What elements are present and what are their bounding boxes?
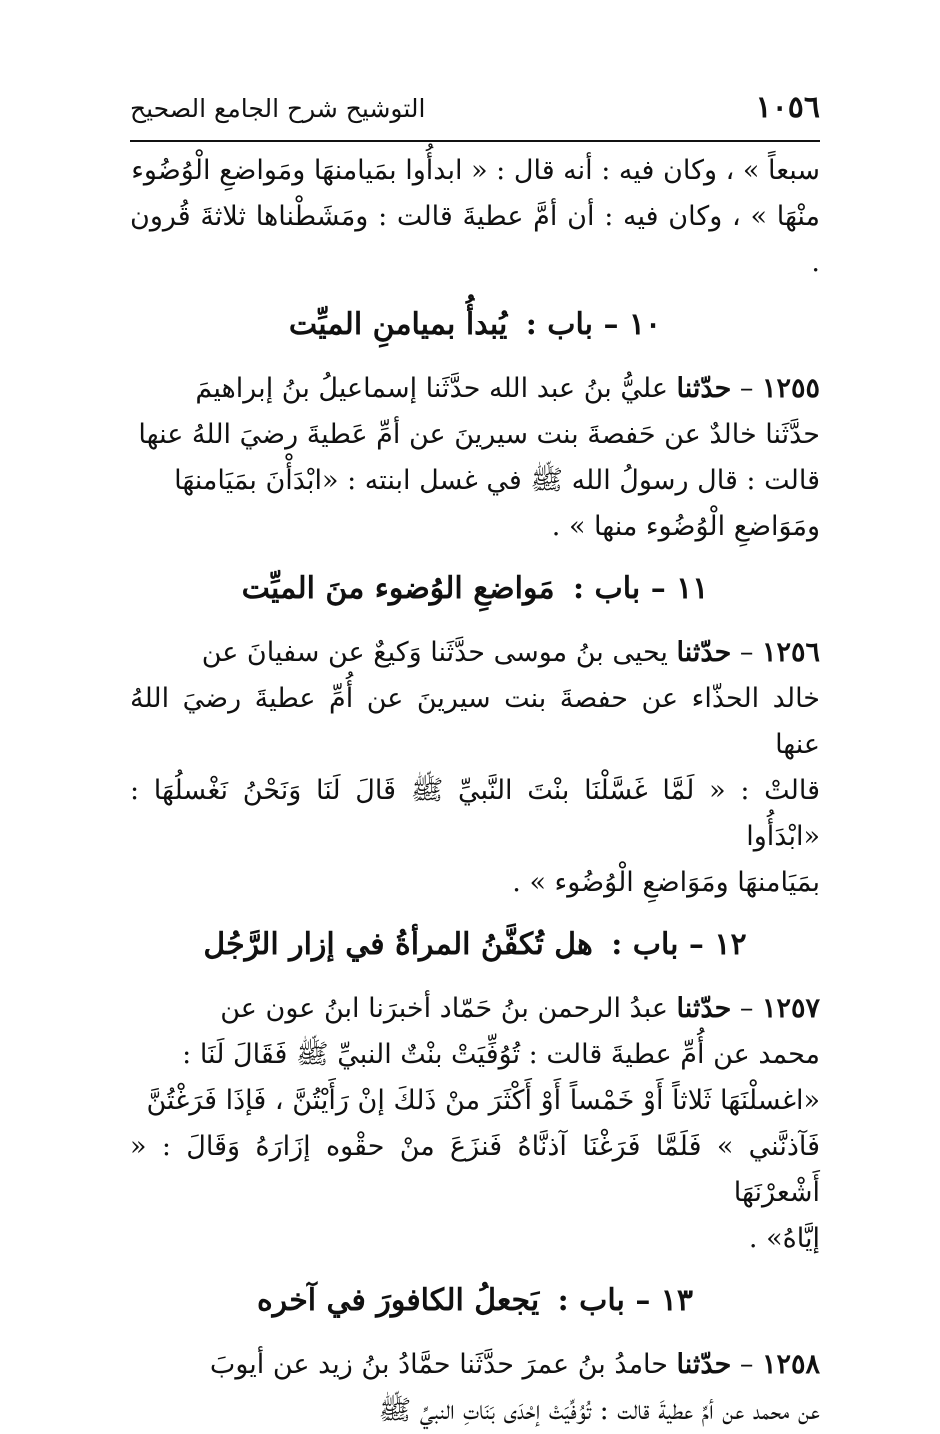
line-text: محمد عن أُمِّ عطيةَ قالت : تُوُفِّيَتْ بنْتٌ النبيِّ ﷺ فَقَالَ لَنَا :	[182, 1039, 820, 1070]
text-line	[130, 412, 820, 458]
text-line: ١٢٥٨ – حدّثنا حامدُ بنُ عمرَ حدَّثَنا حمَّادُ بنُ زيد عن أيوبَ	[209, 1349, 820, 1380]
haddathana-word: حدّثنا	[676, 993, 732, 1024]
line-text: سبعاً » ، وكان فيه : أنه قال : « ابدأُوا بمَيامنهَا ومَواضعِ الْوُضُوء	[131, 155, 820, 186]
text-line	[130, 1078, 820, 1124]
text-line	[130, 194, 820, 286]
line-text: قالت : قال رسولُ الله ﷺ في غسل ابنته : «ابْدَأْنَ بمَيَامنهَا	[174, 465, 820, 496]
chapter-heading	[130, 1270, 820, 1332]
text-line	[130, 768, 820, 860]
line-text: خالد الحذّاء عن حفصةَ بنت سيرينَ عن أُمِّ عطيةَ رضيَ اللهُ عنها	[130, 683, 820, 760]
text-line	[130, 1216, 820, 1262]
page-header	[130, 90, 820, 140]
line-text: يحيى بنُ موسى حدَّثَنا وَكيعٌ عن سفيانَ عن	[201, 637, 668, 668]
hadith-paragraph	[130, 986, 820, 1262]
text-line: ١٢٥٥ – حدّثنا عليُّ بنُ عبد الله حدَّثَنا إسماعيلُ بنُ إبراهيمَ	[195, 373, 820, 404]
line-text: حامدُ بنُ عمرَ حدَّثَنا حمَّادُ بنُ زيد عن أيوبَ	[209, 1349, 668, 1380]
haddathana-word: حدّثنا	[676, 373, 732, 404]
running-title: التوشيح شرح الجامع الصحيح	[130, 94, 426, 123]
chapter-heading	[130, 294, 820, 356]
chapter-heading	[130, 558, 820, 620]
line-text: منْهَا » ، وكان فيه : أن أمَّ عطيةَ قالت : ومَشَطْناها ثلاثةَ قُرون .	[130, 201, 820, 278]
page-number: ١٠٥٦	[755, 90, 820, 125]
chapter-title: هل تُكفَّنُ المرأةُ في إزار الرَّجُل	[203, 927, 593, 962]
hadith-number: ١٢٥٨	[761, 1349, 820, 1380]
text-line	[130, 504, 820, 550]
haddathana-word: حدّثنا	[676, 637, 732, 668]
chapter-title: مَواضعِ الوُضوء منَ الميِّت	[241, 571, 555, 606]
line-text: بمَيَامنهَا ومَوَاضعِ الْوُضُوء » .	[512, 867, 820, 898]
hadith-paragraph	[130, 1342, 820, 1434]
line-text: عبدُ الرحمن بنُ حَمّاد أخبرَنا ابنُ عون عن	[220, 993, 668, 1024]
hadith-number: ١٢٥٦	[761, 637, 820, 668]
text-line	[130, 1388, 820, 1434]
hadith-paragraph	[130, 630, 820, 906]
haddathana-word: حدّثنا	[676, 1349, 732, 1380]
line-text: إيَّاهُ» .	[748, 1223, 820, 1254]
text-line	[130, 458, 820, 504]
chapter-title: يُبدأُ بميامنِ الميِّت	[288, 307, 508, 342]
line-text: حدَّثَنا خالدٌ عن حَفصةَ بنت سيرينَ عن أمِّ عَطيةَ رضيَ اللهُ عنها	[138, 419, 820, 450]
chapter-heading	[130, 914, 820, 976]
page-body	[130, 148, 820, 1434]
line-text: قالتْ : « لَمَّا غَسَّلْنَا بنْتَ النَّبيِّ ﷺ قَالَ لَنَا وَنَحْنُ نَغْسلُهَا : «ابْدَأُوا	[130, 775, 820, 852]
hadith-number: ١٢٥٥	[761, 373, 820, 404]
header-rule	[130, 140, 820, 142]
text-line	[130, 676, 820, 768]
line-text: عليُّ بنُ عبد الله حدَّثَنا إسماعيلُ بنُ إبراهيمَ	[195, 373, 668, 404]
text-line	[130, 1032, 820, 1078]
text-line: ١٢٥٦ – حدّثنا يحيى بنُ موسى حدَّثَنا وَكيعٌ عن سفيانَ عن	[201, 637, 820, 668]
line-text: عن محمد عن أمِّ عطيةَ قالت : تُوُفِّيَتْ إحْدَى بَنَاتِ النبيِّ ﷺ	[378, 1395, 820, 1426]
line-text: «اغسلْنَهَا ثَلاثاً أَوْ خَمْساً أَوْ أَكْثَرَ منْ ذَلكَ إنْ رَأَيْتُنَّ ، فَإذَا فَرَغْتُنَّ	[146, 1085, 820, 1116]
chapter-number: ١٠ – باب :	[525, 307, 662, 342]
text-line	[130, 148, 820, 194]
chapter-title: يَجعلُ الكافورَ في آخره	[256, 1283, 540, 1318]
hadith-paragraph	[130, 366, 820, 550]
chapter-number: ١٣ – باب :	[557, 1283, 694, 1318]
text-line	[130, 860, 820, 906]
line-text: ومَوَاضعِ الْوُضُوء منها » .	[551, 511, 820, 542]
chapter-number: ١١ – باب :	[573, 571, 709, 606]
text-line	[130, 1124, 820, 1216]
chapter-number: ١٢ – باب :	[611, 927, 747, 962]
line-text: فَآذنَّني » فَلَمَّا فَرَغْنَا آذنَّاهُ فَنزَعَ منْ حقْوه إزَارَهُ وَقَالَ : « أَشْعرْنَهَا	[130, 1131, 820, 1208]
text-line: ١٢٥٧ – حدّثنا عبدُ الرحمن بنُ حَمّاد أخبرَنا ابنُ عون عن	[220, 993, 820, 1024]
paragraph	[130, 148, 820, 286]
hadith-number: ١٢٥٧	[761, 993, 820, 1024]
